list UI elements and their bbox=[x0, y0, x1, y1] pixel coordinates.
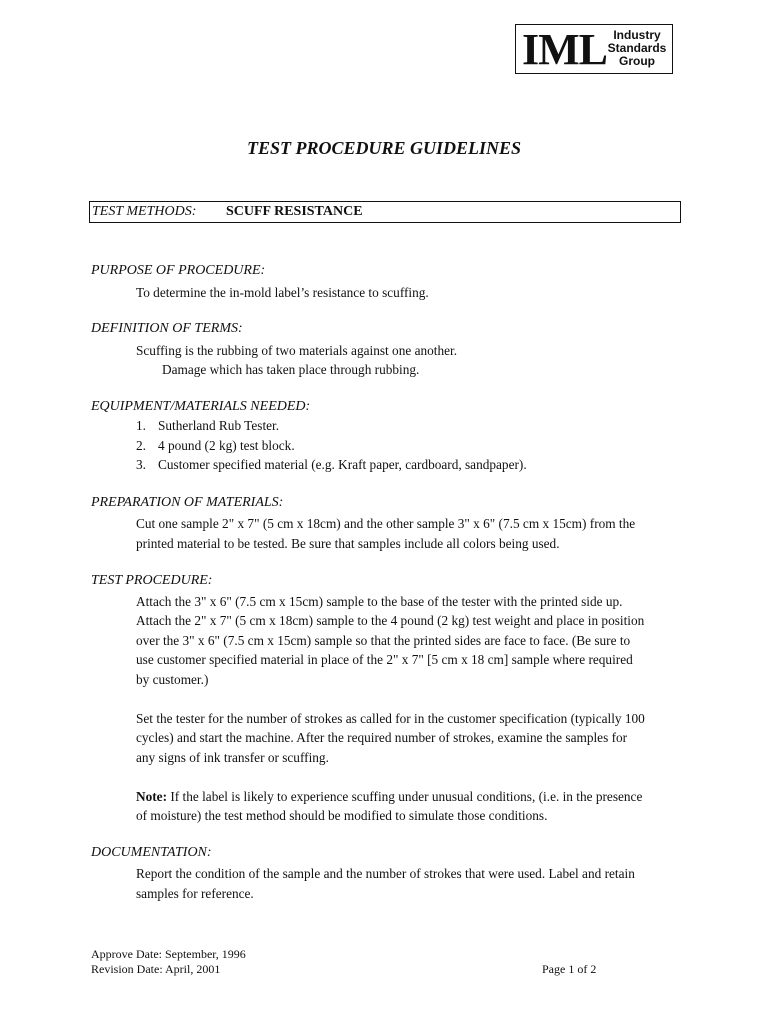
iml-logo bbox=[515, 24, 673, 74]
procedure-p2-line-3: any signs of ink transfer or scuffing. bbox=[136, 750, 329, 765]
procedure-p1-line-3: over the 3" x 6" (7.5 cm x 15cm) sample so that the printed sides are face to face. (Be sure to bbox=[136, 633, 631, 648]
list-item-number: 1. bbox=[136, 418, 146, 433]
preparation-line-2: printed material to be tested. Be sure that samples include all colors being used. bbox=[136, 536, 560, 551]
logo-line-industry: Industry bbox=[613, 28, 661, 42]
preparation-line-1: Cut one sample 2" x 7" (5 cm x 18cm) and the other sample 3" x 6" (7.5 cm x 15cm) from the bbox=[136, 516, 636, 531]
revision-date: Revision Date: April, 2001 bbox=[91, 962, 221, 976]
test-methods-label: TEST METHODS: bbox=[92, 204, 197, 219]
test-methods-box bbox=[89, 201, 681, 223]
definition-line-2: Damage which has taken place through rubbing. bbox=[162, 362, 420, 377]
definition-heading: DEFINITION OF TERMS: bbox=[91, 321, 243, 336]
procedure-p2-line-1: Set the tester for the number of strokes as called for in the customer specification (typically 100 bbox=[136, 711, 645, 726]
preparation-heading: PREPARATION OF MATERIALS: bbox=[91, 495, 284, 510]
procedure-p1-line-2: Attach the 2" x 7" (5 cm x 18cm) sample to the 4 pound (2 kg) test weight and place in position bbox=[136, 613, 645, 628]
procedure-p2-line-2: cycles) and start the machine. After the required number of strokes, examine the samples for bbox=[136, 730, 628, 745]
page-title: TEST PROCEDURE GUIDELINES bbox=[246, 138, 522, 158]
logo-iml-text: IML bbox=[522, 25, 607, 74]
purpose-text: To determine the in-mold label’s resistance to scuffing. bbox=[136, 285, 429, 300]
note-label: Note: bbox=[136, 789, 168, 804]
procedure-note-line-1 bbox=[136, 787, 642, 807]
note-text: If the label is likely to experience scuffing under unusual conditions, (i.e. in the presence bbox=[170, 789, 643, 804]
page-number: Page 1 of 2 bbox=[542, 962, 597, 976]
list-item bbox=[136, 418, 279, 434]
list-item-number: 2. bbox=[136, 438, 146, 453]
procedure-p1-line-1: Attach the 3" x 6" (7.5 cm x 15cm) sample to the base of the tester with the printed side up. bbox=[136, 594, 623, 609]
equipment-heading: EQUIPMENT/MATERIALS NEEDED: bbox=[91, 399, 311, 414]
logo-line-group: Group bbox=[619, 54, 655, 68]
documentation-line-1: Report the condition of the sample and the number of strokes that were used. Label and retain bbox=[136, 866, 635, 881]
procedure-heading: TEST PROCEDURE: bbox=[91, 573, 213, 588]
list-item-text: Customer specified material (e.g. Kraft paper, cardboard, sandpaper). bbox=[158, 457, 527, 472]
approve-date: Approve Date: September, 1996 bbox=[91, 947, 246, 961]
list-item-text: Sutherland Rub Tester. bbox=[158, 418, 280, 433]
list-item-text: 4 pound (2 kg) test block. bbox=[158, 438, 295, 453]
list-item-number: 3. bbox=[136, 457, 146, 472]
documentation-heading: DOCUMENTATION: bbox=[91, 845, 212, 860]
procedure-p1-line-5: by customer.) bbox=[136, 672, 209, 687]
test-methods-value: SCUFF RESISTANCE bbox=[226, 204, 363, 219]
procedure-note-line-2: of moisture) the test method should be modified to simulate those conditions. bbox=[136, 808, 548, 823]
procedure-p1-line-4: use customer specified material in place of the 2" x 7" [5 cm x 18 cm] sample where required bbox=[136, 652, 633, 667]
purpose-heading: PURPOSE OF PROCEDURE: bbox=[91, 263, 266, 278]
documentation-line-2: samples for reference. bbox=[136, 886, 254, 901]
logo-line-standards: Standards bbox=[607, 41, 667, 55]
list-item bbox=[136, 457, 527, 473]
logo-subtitle bbox=[604, 29, 670, 68]
list-item bbox=[136, 438, 295, 454]
definition-line-1: Scuffing is the rubbing of two materials against one another. bbox=[136, 343, 458, 358]
